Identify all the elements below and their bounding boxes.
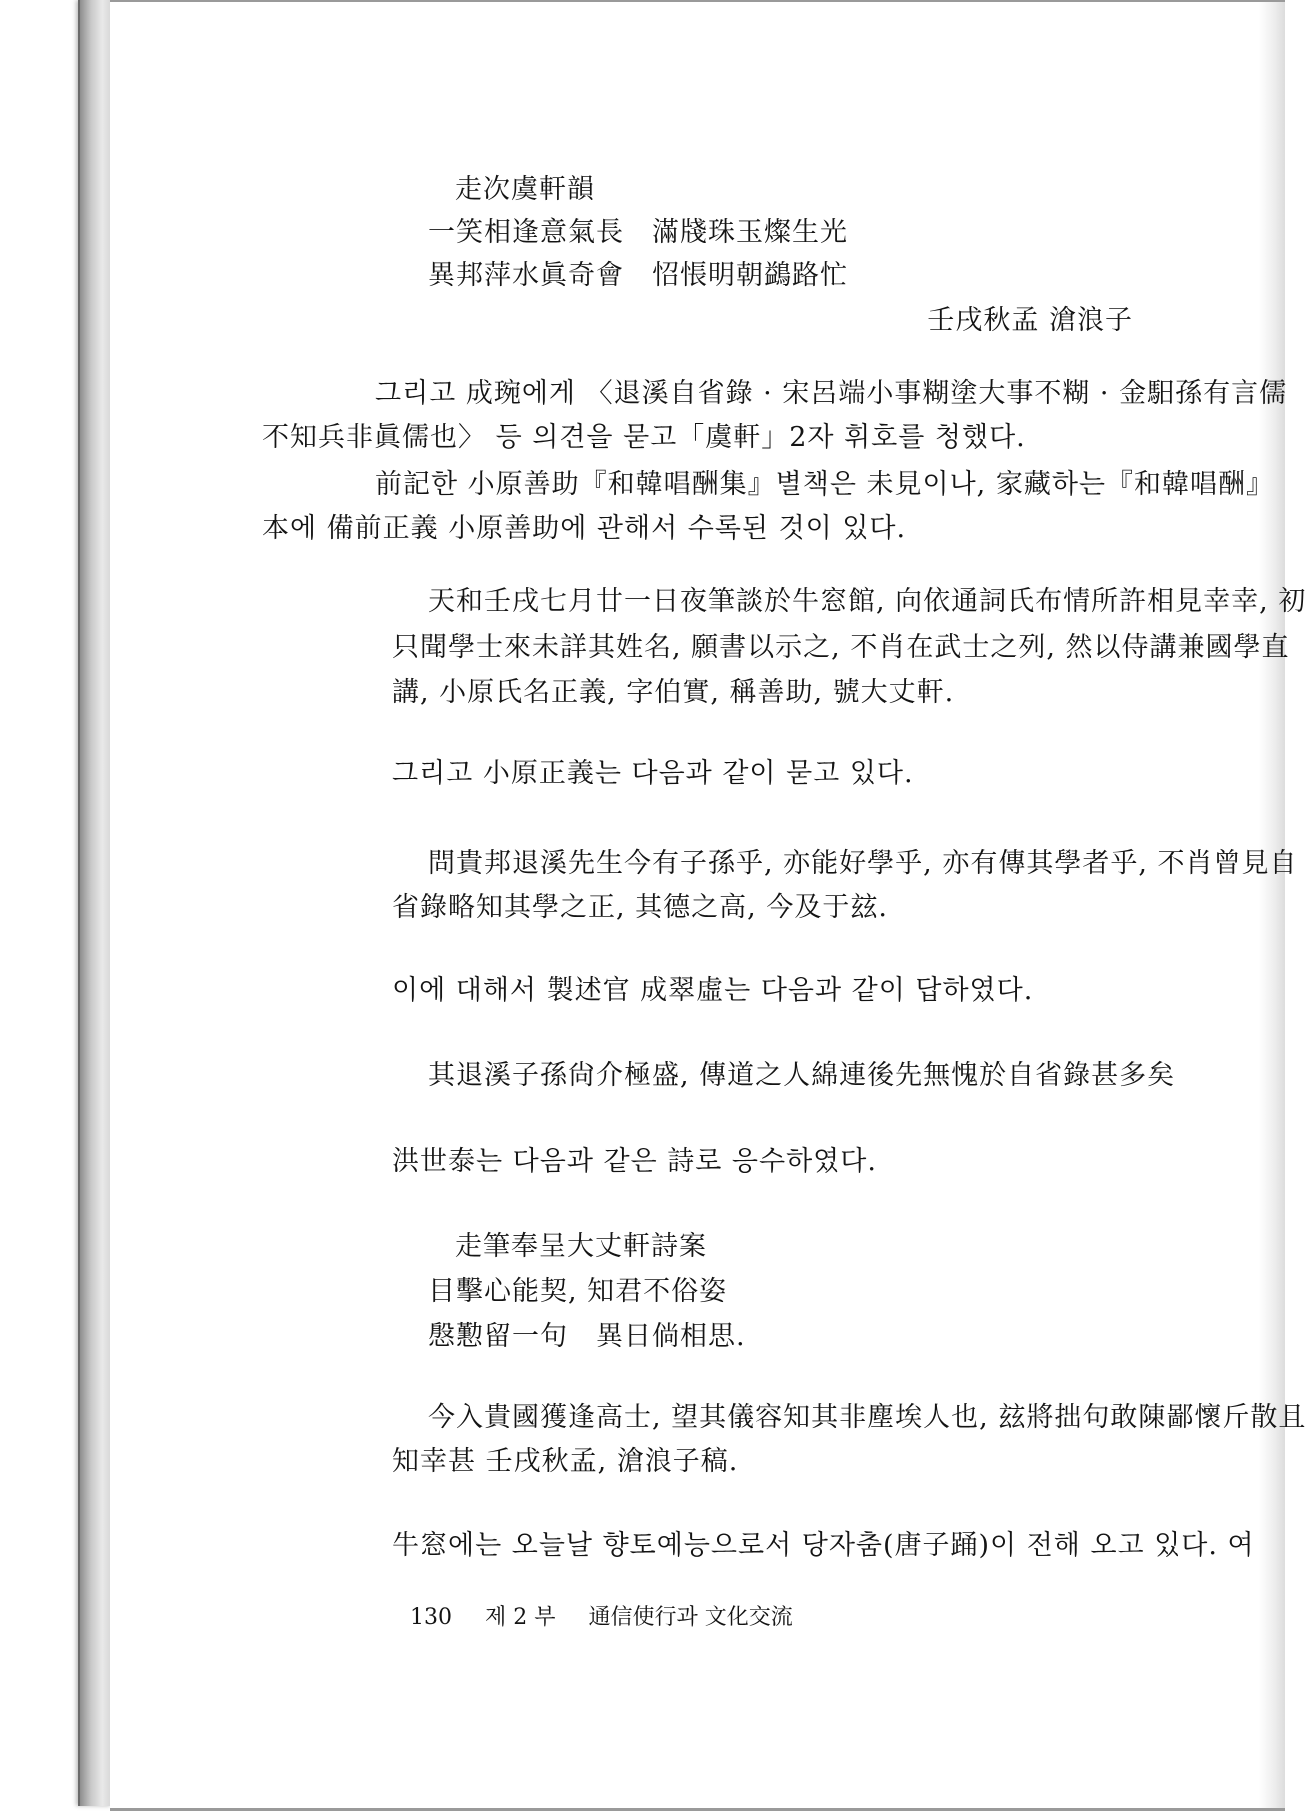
quote-line: 其退溪子孫尙介極盛, 傳道之人綿連後先無愧於自省錄甚多矣 xyxy=(428,1060,1176,1091)
poem-line: 一笑相逢意氣長 滿牋珠玉燦生光 xyxy=(428,217,848,248)
poem-line: 異邦萍水眞奇會 怊悵明朝鷁路忙 xyxy=(428,260,848,291)
body-line: 不知兵非眞儒也〉 등 의견을 묻고「虞軒」2자 휘호를 청했다. xyxy=(262,422,1026,453)
quote-line: 問貴邦退溪先生今有子孫乎, 亦能好學乎, 亦有傳其學者乎, 不肖曾見自 xyxy=(428,848,1298,879)
page-gutter-shadow xyxy=(1259,2,1285,1808)
body-line: 洪世泰는 다음과 같은 詩로 응수하였다. xyxy=(392,1146,877,1177)
poem-line: 慇懃留一句 異日倘相思. xyxy=(428,1321,746,1352)
page-number: 130 xyxy=(410,1605,452,1630)
section-title: 通信使行과 文化交流 xyxy=(588,1605,793,1630)
poem-signature: 壬戌秋孟 滄浪子 xyxy=(927,305,1133,336)
quote-line: 講, 小原氏名正義, 字伯實, 稱善助, 號大丈軒. xyxy=(392,677,955,708)
quote-line: 只聞學士來未詳其姓名, 願書以示之, 不肖在武士之列, 然以侍講兼國學直 xyxy=(392,632,1290,663)
quote-line: 今入貴國獲逢高士, 望其儀容知其非塵埃人也, 玆將拙句敢陳鄙懷斤散且 xyxy=(428,1402,1307,1433)
quote-line: 天和壬戌七月廿一日夜筆談於牛窓館, 向依通詞氏布情所許相見幸幸, 初 xyxy=(428,586,1307,617)
body-line: 그리고 成琬에게 〈退溪自省錄 · 宋呂端小事糊塗大事不糊 · 金馹孫有言儒 xyxy=(375,378,1288,409)
page-footer xyxy=(410,1598,819,1638)
quote-line: 知幸甚 壬戌秋孟, 滄浪子稿. xyxy=(392,1446,739,1477)
book-page xyxy=(110,0,1307,1811)
poem-line: 目擊心能契, 知君不俗姿 xyxy=(428,1276,728,1307)
poem-title: 走次虞軒韻 xyxy=(455,174,595,205)
body-line: 本에 備前正義 小原善助에 관해서 수록된 것이 있다. xyxy=(262,513,907,544)
quote-line: 省錄略知其學之正, 其德之高, 今及于玆. xyxy=(392,892,888,923)
book-spine-edge xyxy=(78,0,112,1806)
body-line: 前記한 小原善助『和韓唱酬集』별책은 未見이나, 家藏하는『和韓唱酬』 xyxy=(375,469,1274,500)
body-line: 牛窓에는 오늘날 향토예능으로서 당자춤(唐子踊)이 전해 오고 있다. 여 xyxy=(392,1530,1255,1561)
body-line: 이에 대해서 製述官 成翠虛는 다음과 같이 답하였다. xyxy=(392,975,1034,1006)
part-label: 제 2 부 xyxy=(485,1605,556,1630)
body-line: 그리고 小原正義는 다음과 같이 묻고 있다. xyxy=(392,758,914,789)
poem-title: 走筆奉呈大丈軒詩案 xyxy=(455,1231,707,1262)
